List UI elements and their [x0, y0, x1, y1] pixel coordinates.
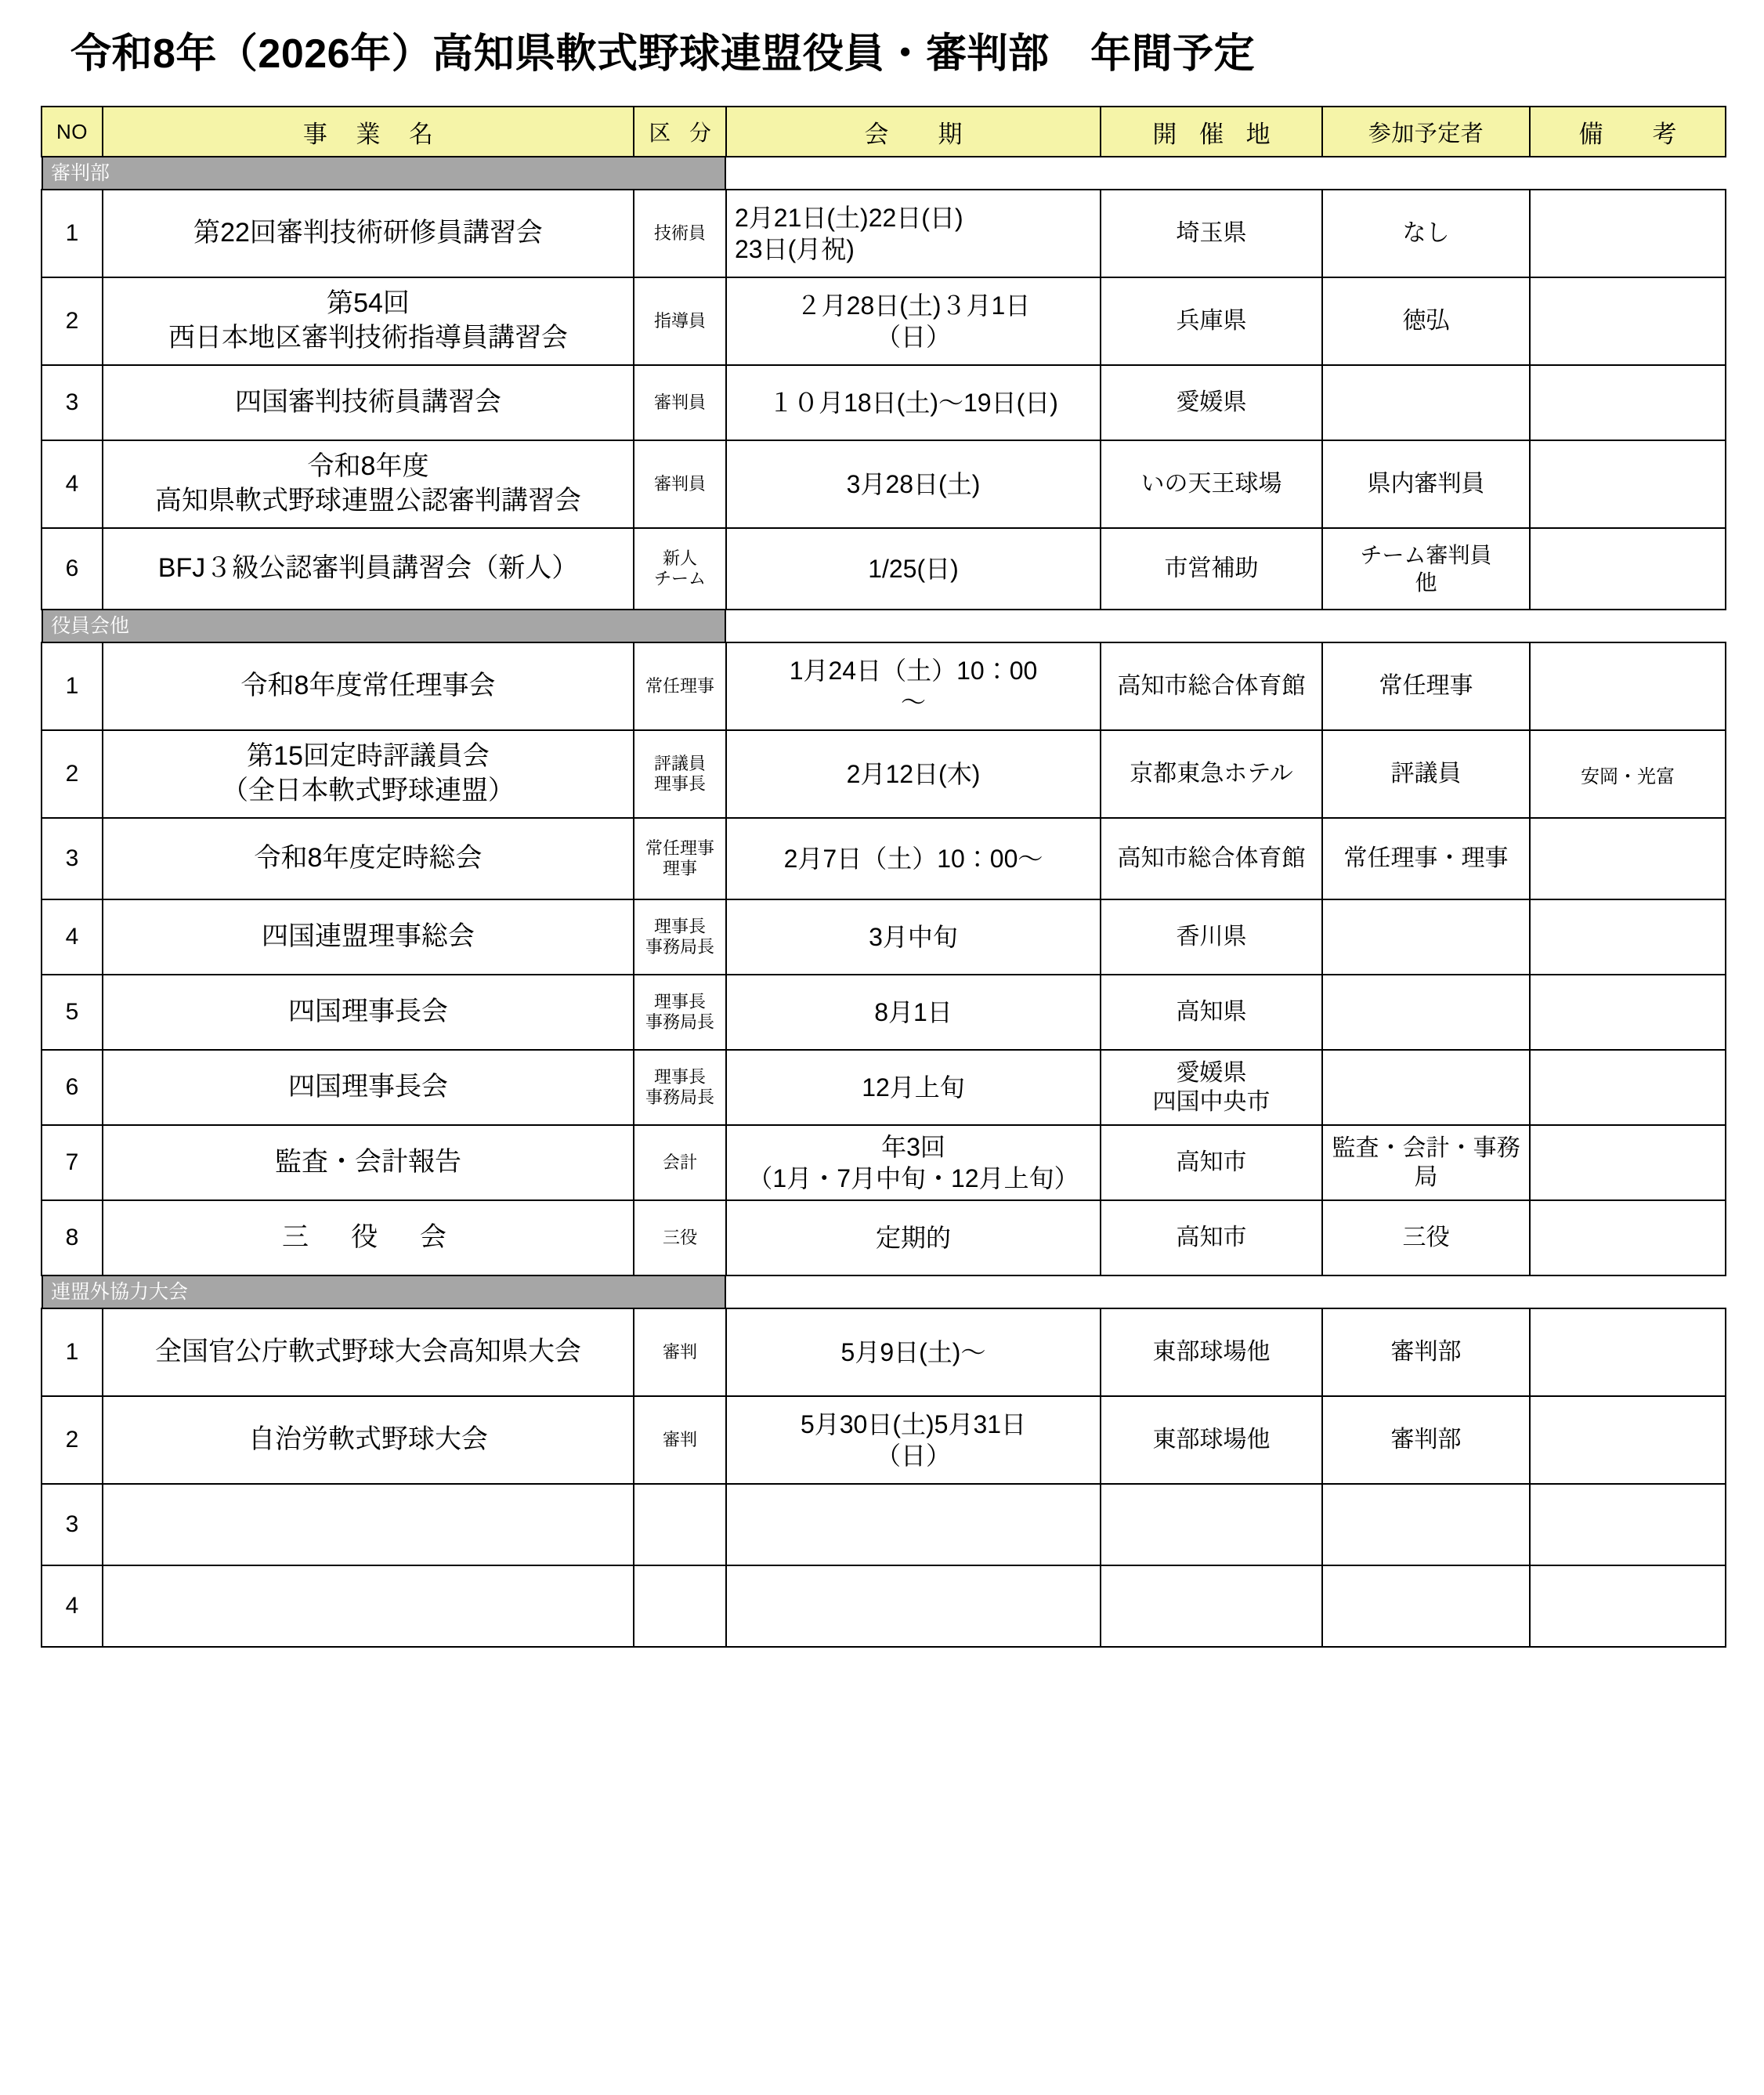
- cell-place: いの天王球場: [1101, 440, 1322, 528]
- cell-no: 3: [42, 1484, 103, 1565]
- cell-no: 1: [42, 1308, 103, 1396]
- cell-no: 3: [42, 818, 103, 899]
- cell-note: 安岡・光富: [1530, 730, 1726, 818]
- column-header-kubun: 区 分: [634, 107, 726, 157]
- section-band-yakuin: [42, 610, 726, 642]
- cell-note: [1530, 899, 1726, 975]
- cell-note: [1530, 528, 1726, 610]
- cell-name: 四国審判技術員講習会: [103, 365, 634, 440]
- table-row: [42, 1484, 1726, 1565]
- cell-kubun: 審判員: [634, 365, 726, 440]
- cell-place: [1101, 1565, 1322, 1647]
- table-row: [42, 975, 1726, 1050]
- column-header-kaiki: 会 期: [726, 107, 1101, 157]
- column-header-name: 事 業 名: [103, 107, 634, 157]
- cell-kubun: 会計: [634, 1125, 726, 1200]
- cell-kubun: 常任理事: [634, 642, 726, 730]
- cell-place: 市営補助: [1101, 528, 1322, 610]
- table-row: [42, 642, 1726, 730]
- cell-name: 自治労軟式野球大会: [103, 1396, 634, 1484]
- cell-kaiki: 2月7日（土）10：00〜: [726, 818, 1101, 899]
- page-title: 令和8年（2026年）高知県軟式野球連盟役員・審判部 年間予定: [70, 31, 1256, 77]
- cell-kaiki: １０月18日(土)〜19日(日): [726, 365, 1101, 440]
- cell-note: [1530, 1308, 1726, 1396]
- cell-member: 監査・会計・事務 局: [1322, 1125, 1530, 1200]
- cell-place: 香川県: [1101, 899, 1322, 975]
- cell-kubun: 審判: [634, 1396, 726, 1484]
- cell-no: 8: [42, 1200, 103, 1275]
- cell-member: 審判部: [1322, 1308, 1530, 1396]
- cell-kaiki: 5月30日(土)5月31日 （日）: [726, 1396, 1101, 1484]
- table-row: [42, 528, 1726, 610]
- cell-place: 東部球場他: [1101, 1308, 1322, 1396]
- cell-name: 令和8年度 高知県軟式野球連盟公認審判講習会: [103, 440, 634, 528]
- cell-no: 1: [42, 642, 103, 730]
- cell-kaiki: 1月24日（土）10：00 〜: [726, 642, 1101, 730]
- table-row: [42, 190, 1726, 277]
- cell-no: 2: [42, 1396, 103, 1484]
- cell-member: [1322, 365, 1530, 440]
- cell-kubun: 理事長 事務局長: [634, 1050, 726, 1125]
- cell-kubun: [634, 1565, 726, 1647]
- cell-name: 四国理事長会: [103, 1050, 634, 1125]
- cell-name: 令和8年度定時総会: [103, 818, 634, 899]
- cell-member: 県内審判員: [1322, 440, 1530, 528]
- cell-name: 四国理事長会: [103, 975, 634, 1050]
- cell-place: 愛媛県: [1101, 365, 1322, 440]
- cell-member: 三役: [1322, 1200, 1530, 1275]
- cell-kubun: [634, 1484, 726, 1565]
- cell-kubun: 評議員 理事長: [634, 730, 726, 818]
- section-band-kyoryoku: [42, 1276, 726, 1308]
- cell-kubun: 審判: [634, 1308, 726, 1396]
- cell-name: BFJ３級公認審判員講習会（新人）: [103, 528, 634, 610]
- cell-no: 1: [42, 190, 103, 277]
- cell-place: 兵庫県: [1101, 277, 1322, 365]
- cell-kaiki: 8月1日: [726, 975, 1101, 1050]
- cell-name: 第15回定時評議員会 （全日本軟式野球連盟）: [103, 730, 634, 818]
- cell-no: 6: [42, 1050, 103, 1125]
- table-row: [42, 440, 1726, 528]
- cell-note: [1530, 1050, 1726, 1125]
- cell-note: [1530, 190, 1726, 277]
- cell-member: [1322, 1565, 1530, 1647]
- cell-note: [1530, 1125, 1726, 1200]
- cell-no: 5: [42, 975, 103, 1050]
- annual-schedule-table: [41, 106, 1726, 1648]
- cell-member: 常任理事・理事: [1322, 818, 1530, 899]
- cell-kaiki: [726, 1484, 1101, 1565]
- cell-name: 令和8年度常任理事会: [103, 642, 634, 730]
- cell-place: 高知市総合体育館: [1101, 818, 1322, 899]
- cell-note: [1530, 818, 1726, 899]
- cell-kaiki: 定期的: [726, 1200, 1101, 1275]
- cell-kaiki: 2月12日(木): [726, 730, 1101, 818]
- cell-kubun: 技術員: [634, 190, 726, 277]
- table-row: [42, 365, 1726, 440]
- cell-note: [1530, 1484, 1726, 1565]
- cell-kubun: 理事長 事務局長: [634, 899, 726, 975]
- table-row: [42, 1200, 1726, 1275]
- table-row: [42, 1565, 1726, 1647]
- cell-place: 愛媛県 四国中央市: [1101, 1050, 1322, 1125]
- cell-kaiki: 5月9日(土)〜: [726, 1308, 1101, 1396]
- cell-kubun: 常任理事 理事: [634, 818, 726, 899]
- cell-place: 高知市: [1101, 1125, 1322, 1200]
- cell-member: 審判部: [1322, 1396, 1530, 1484]
- cell-name: 第54回 西日本地区審判技術指導員講習会: [103, 277, 634, 365]
- cell-kubun: 三役: [634, 1200, 726, 1275]
- cell-note: [1530, 1200, 1726, 1275]
- cell-name: 全国官公庁軟式野球大会高知県大会: [103, 1308, 634, 1396]
- table-row: [42, 730, 1726, 818]
- section-label: 審判部: [42, 157, 726, 189]
- cell-place: 京都東急ホテル: [1101, 730, 1322, 818]
- cell-name: [103, 1565, 634, 1647]
- cell-note: [1530, 440, 1726, 528]
- cell-no: 6: [42, 528, 103, 610]
- cell-kaiki: 12月上旬: [726, 1050, 1101, 1125]
- table-row: [42, 899, 1726, 975]
- table-row: [42, 1050, 1726, 1125]
- section-header-row: [42, 157, 1726, 190]
- table-row: [42, 1308, 1726, 1396]
- cell-no: 2: [42, 277, 103, 365]
- cell-place: 東部球場他: [1101, 1396, 1322, 1484]
- cell-kubun: 審判員: [634, 440, 726, 528]
- cell-note: [1530, 1396, 1726, 1484]
- column-header-no: NO: [42, 107, 103, 157]
- table-body: [42, 157, 1726, 1647]
- cell-kubun: 指導員: [634, 277, 726, 365]
- cell-name: 監査・会計報告: [103, 1125, 634, 1200]
- cell-kaiki: 1/25(日): [726, 528, 1101, 610]
- cell-member: なし: [1322, 190, 1530, 277]
- section-header-row: [42, 1275, 1726, 1308]
- cell-member: 徳弘: [1322, 277, 1530, 365]
- table-row: [42, 1125, 1726, 1200]
- cell-name: 三 役 会: [103, 1200, 634, 1275]
- cell-kaiki: 年3回 （1月・7月中旬・12月上旬）: [726, 1125, 1101, 1200]
- cell-place: [1101, 1484, 1322, 1565]
- cell-kaiki: 3月28日(土): [726, 440, 1101, 528]
- cell-no: 7: [42, 1125, 103, 1200]
- cell-place: 高知市: [1101, 1200, 1322, 1275]
- cell-member: [1322, 899, 1530, 975]
- cell-no: 2: [42, 730, 103, 818]
- cell-no: 4: [42, 440, 103, 528]
- cell-note: [1530, 642, 1726, 730]
- cell-name: 第22回審判技術研修員講習会: [103, 190, 634, 277]
- section-band-shinpan: [42, 157, 726, 189]
- section-label: 役員会他: [42, 610, 726, 642]
- cell-member: [1322, 1484, 1530, 1565]
- cell-place: 高知市総合体育館: [1101, 642, 1322, 730]
- cell-kaiki: 2月21日(土)22日(日) 23日(月祝): [726, 190, 1101, 277]
- cell-member: [1322, 975, 1530, 1050]
- cell-no: 3: [42, 365, 103, 440]
- cell-kaiki: [726, 1565, 1101, 1647]
- column-header-place: 開 催 地: [1101, 107, 1322, 157]
- cell-no: 4: [42, 899, 103, 975]
- section-header-row: [42, 610, 1726, 642]
- column-header-note: 備 考: [1530, 107, 1726, 157]
- cell-name: [103, 1484, 634, 1565]
- cell-kaiki: 3月中旬: [726, 899, 1101, 975]
- section-label: 連盟外協力大会: [42, 1276, 726, 1308]
- cell-name: 四国連盟理事総会: [103, 899, 634, 975]
- cell-note: [1530, 277, 1726, 365]
- cell-kubun: 新人 チーム: [634, 528, 726, 610]
- table-row: [42, 1396, 1726, 1484]
- cell-note: [1530, 975, 1726, 1050]
- table-row: [42, 818, 1726, 899]
- cell-kubun: 理事長 事務局長: [634, 975, 726, 1050]
- cell-member: 常任理事: [1322, 642, 1530, 730]
- cell-note: [1530, 365, 1726, 440]
- cell-no: 4: [42, 1565, 103, 1647]
- table-header: [42, 107, 1726, 157]
- cell-member: 評議員: [1322, 730, 1530, 818]
- cell-note: [1530, 1565, 1726, 1647]
- cell-member: チーム審判員 他: [1322, 528, 1530, 610]
- cell-kaiki: ２月28日(土)３月1日 （日）: [726, 277, 1101, 365]
- cell-member: [1322, 1050, 1530, 1125]
- cell-place: 高知県: [1101, 975, 1322, 1050]
- header-row: [42, 107, 1726, 157]
- table-row: [42, 277, 1726, 365]
- column-header-member: 参加予定者: [1322, 107, 1530, 157]
- cell-place: 埼玉県: [1101, 190, 1322, 277]
